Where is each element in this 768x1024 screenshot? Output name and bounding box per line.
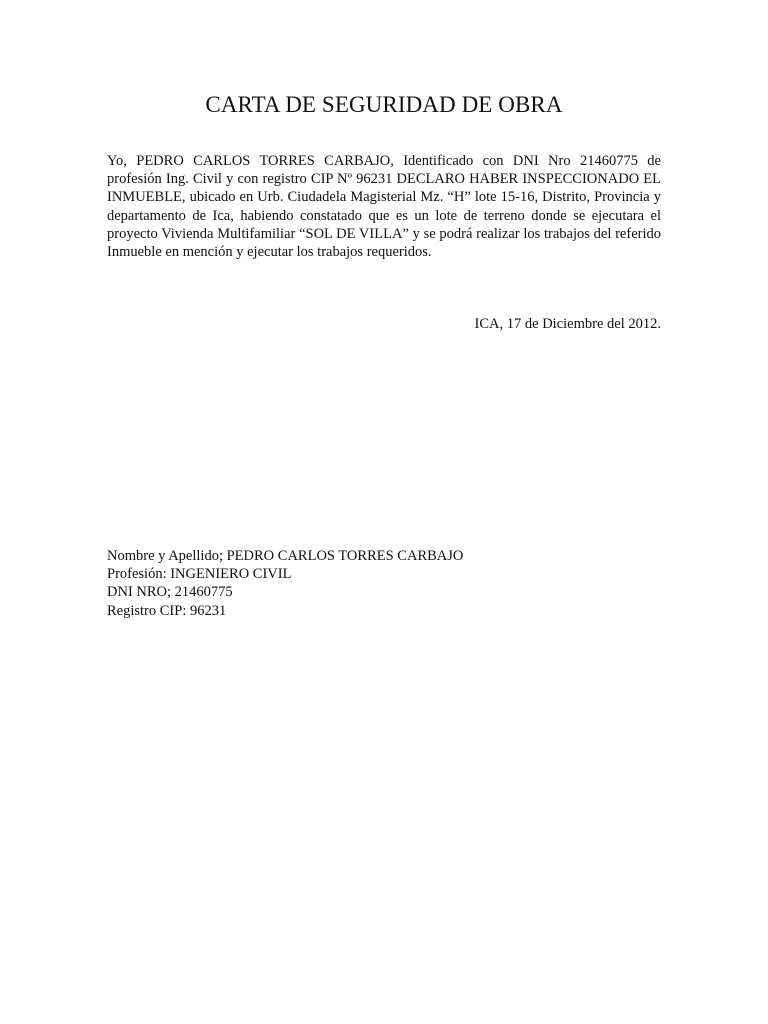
signature-name-line: Nombre y Apellido; PEDRO CARLOS TORRES CARBAJO [107,548,464,564]
signature-block [107,547,661,620]
date-line: ICA, 17 de Diciembre del 2012. [474,316,661,332]
signature-dni-line: DNI NRO; 21460775 [107,584,233,601]
declaration-paragraph: Yo, PEDRO CARLOS TORRES CARBAJO, Identificado con DNI Nro 21460775 de profesión Ing. Civil y con registro CIP Nº 96231 DECLARO HABER INSPECCIONADO EL INMUEBLE, ubicado en Urb. Ciudadela Magisterial Mz. “H” lote 15-16, Distrito, Provincia y departamento de Ica, habiendo constatado que es un lote de terreno donde se ejecutara el proyecto Vivienda Multifamiliar “SOL DE VILLA” y se podrá realizar los trabajos del referido Inmueble en mención y ejecutar los trabajos requeridos. [107,153,661,261]
signature-profession-line: Profesión: INGENIERO CIVIL [107,566,292,583]
signature-cip-line: Registro CIP: 96231 [107,602,227,619]
document-title: CARTA DE SEGURIDAD DE OBRA [205,92,563,117]
